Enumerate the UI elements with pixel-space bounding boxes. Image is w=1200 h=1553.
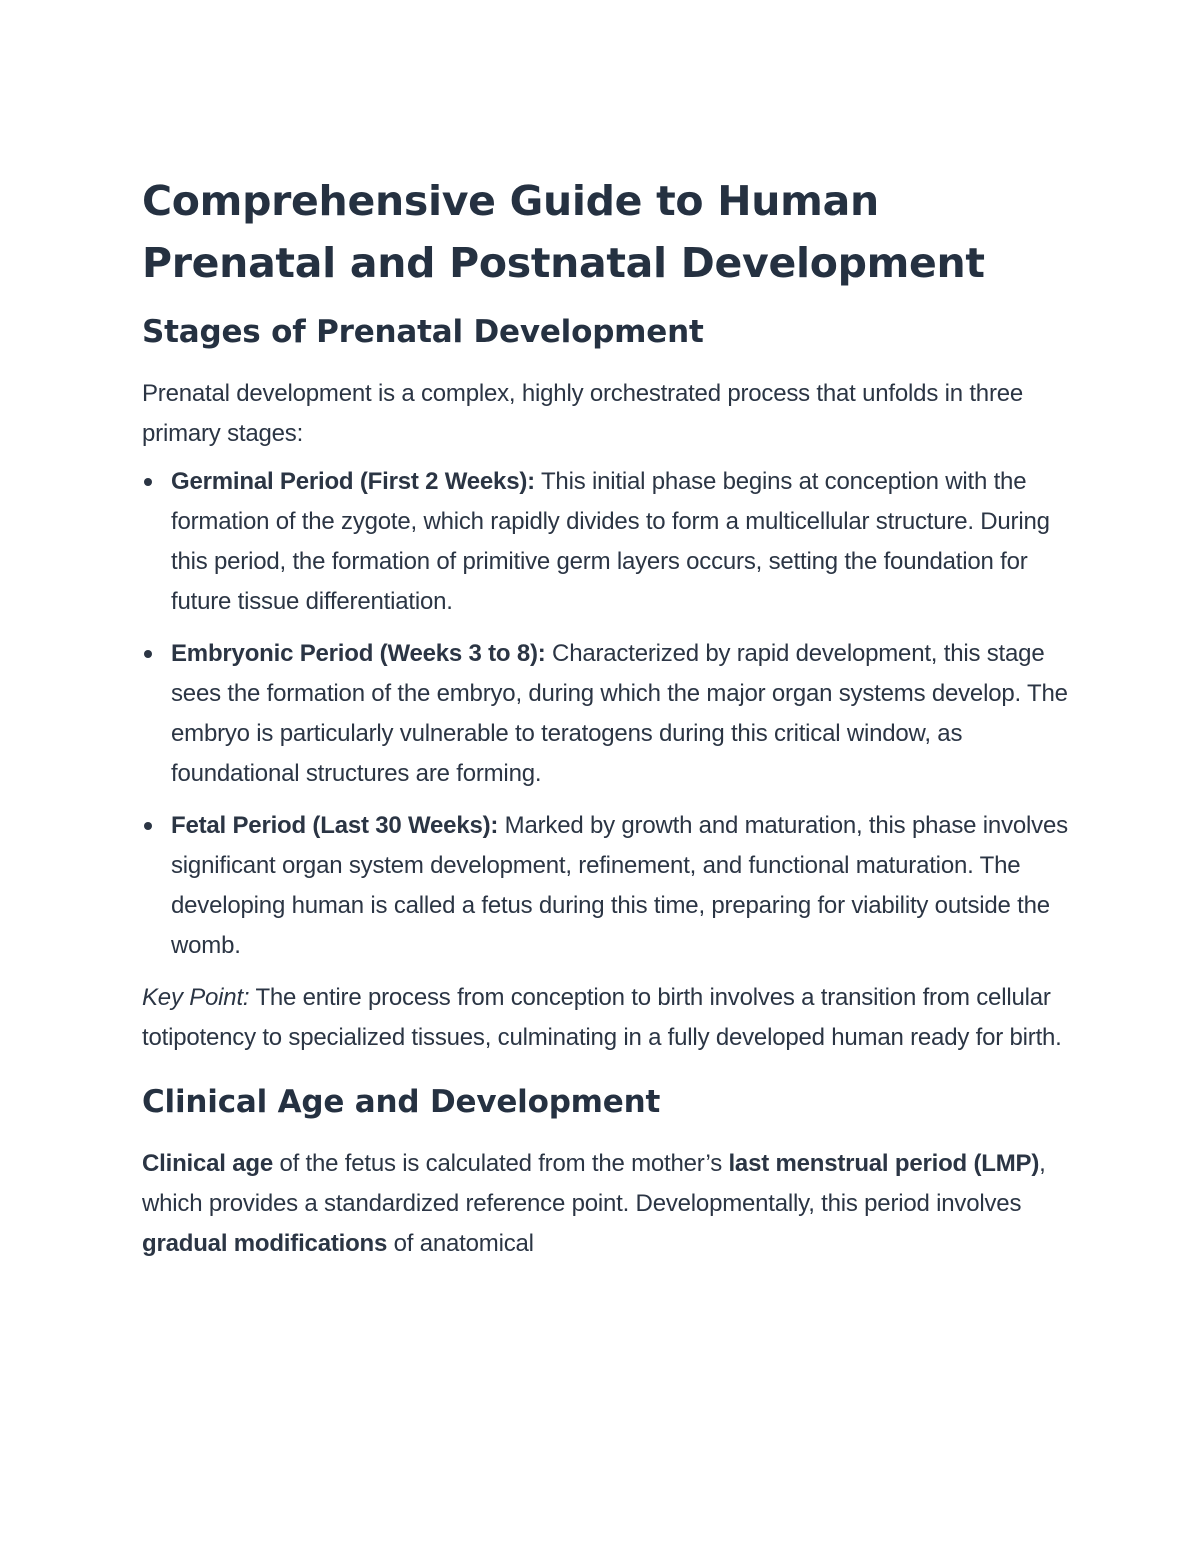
list-item-term: Fetal Period (Last 30 Weeks): [171,812,499,839]
clinical-age-paragraph [142,1144,1072,1264]
list-item-text: Characterized by rapid development, this stage sees the formation of the embryo, during which the major organ systems develop. The embryo is particularly vulnerable to teratogens during this critical window, as foundational structures are forming. [171,640,1068,787]
key-point-label: Key Point: [142,984,250,1011]
list-item-germinal-period [142,462,1072,622]
prenatal-intro-paragraph: Prenatal development is a complex, highly orchestrated process that unfolds in three primary stages: [142,380,1024,447]
section-heading-clinical-age: Clinical Age and Development [142,1084,661,1120]
paragraph-text: of the fetus is calculated from the mother’s [272,1150,729,1177]
paragraph-text: of anatomical [387,1230,534,1257]
prenatal-stages-list [142,462,1072,966]
key-point-text: The entire process from conception to birth involves a transition from cellular totipotency to specialized tissues, culminating in a fully developed human ready for birth. [142,984,1062,1051]
document-page [142,170,1072,1272]
gradual-modifications-term: gradual modifications [142,1230,388,1257]
section-heading-prenatal-stages: Stages of Prenatal Development [142,314,704,350]
list-item-embryonic-period [142,634,1072,794]
list-item-text: This initial phase begins at conception with the formation of the zygote, which rapidly divides to form a multicellular structure. During this period, the formation of primitive germ layers occurs, setting the foundation for future tissue differentiation. [171,468,1050,615]
list-item-fetal-period [142,806,1072,966]
bullet-icon [144,650,152,658]
list-item-text: Marked by growth and maturation, this phase involves significant organ system development, refinement, and functional maturation. The developing human is called a fetus during this time, preparing for viability outside the womb. [171,812,1068,959]
bullet-icon [144,478,152,486]
clinical-age-term: Clinical age [142,1150,273,1177]
list-item-term: Embryonic Period (Weeks 3 to 8): [171,640,546,667]
lmp-term: last menstrual period (LMP) [728,1150,1040,1177]
bullet-icon [144,822,152,830]
list-item-term: Germinal Period (First 2 Weeks): [171,468,535,495]
key-point-paragraph [142,978,1072,1058]
page-title: Comprehensive Guide to Human Prenatal and Postnatal Development [142,177,985,287]
paragraph-text: , which provides a standardized reference point. Developmentally, this period involves [142,1150,1046,1217]
